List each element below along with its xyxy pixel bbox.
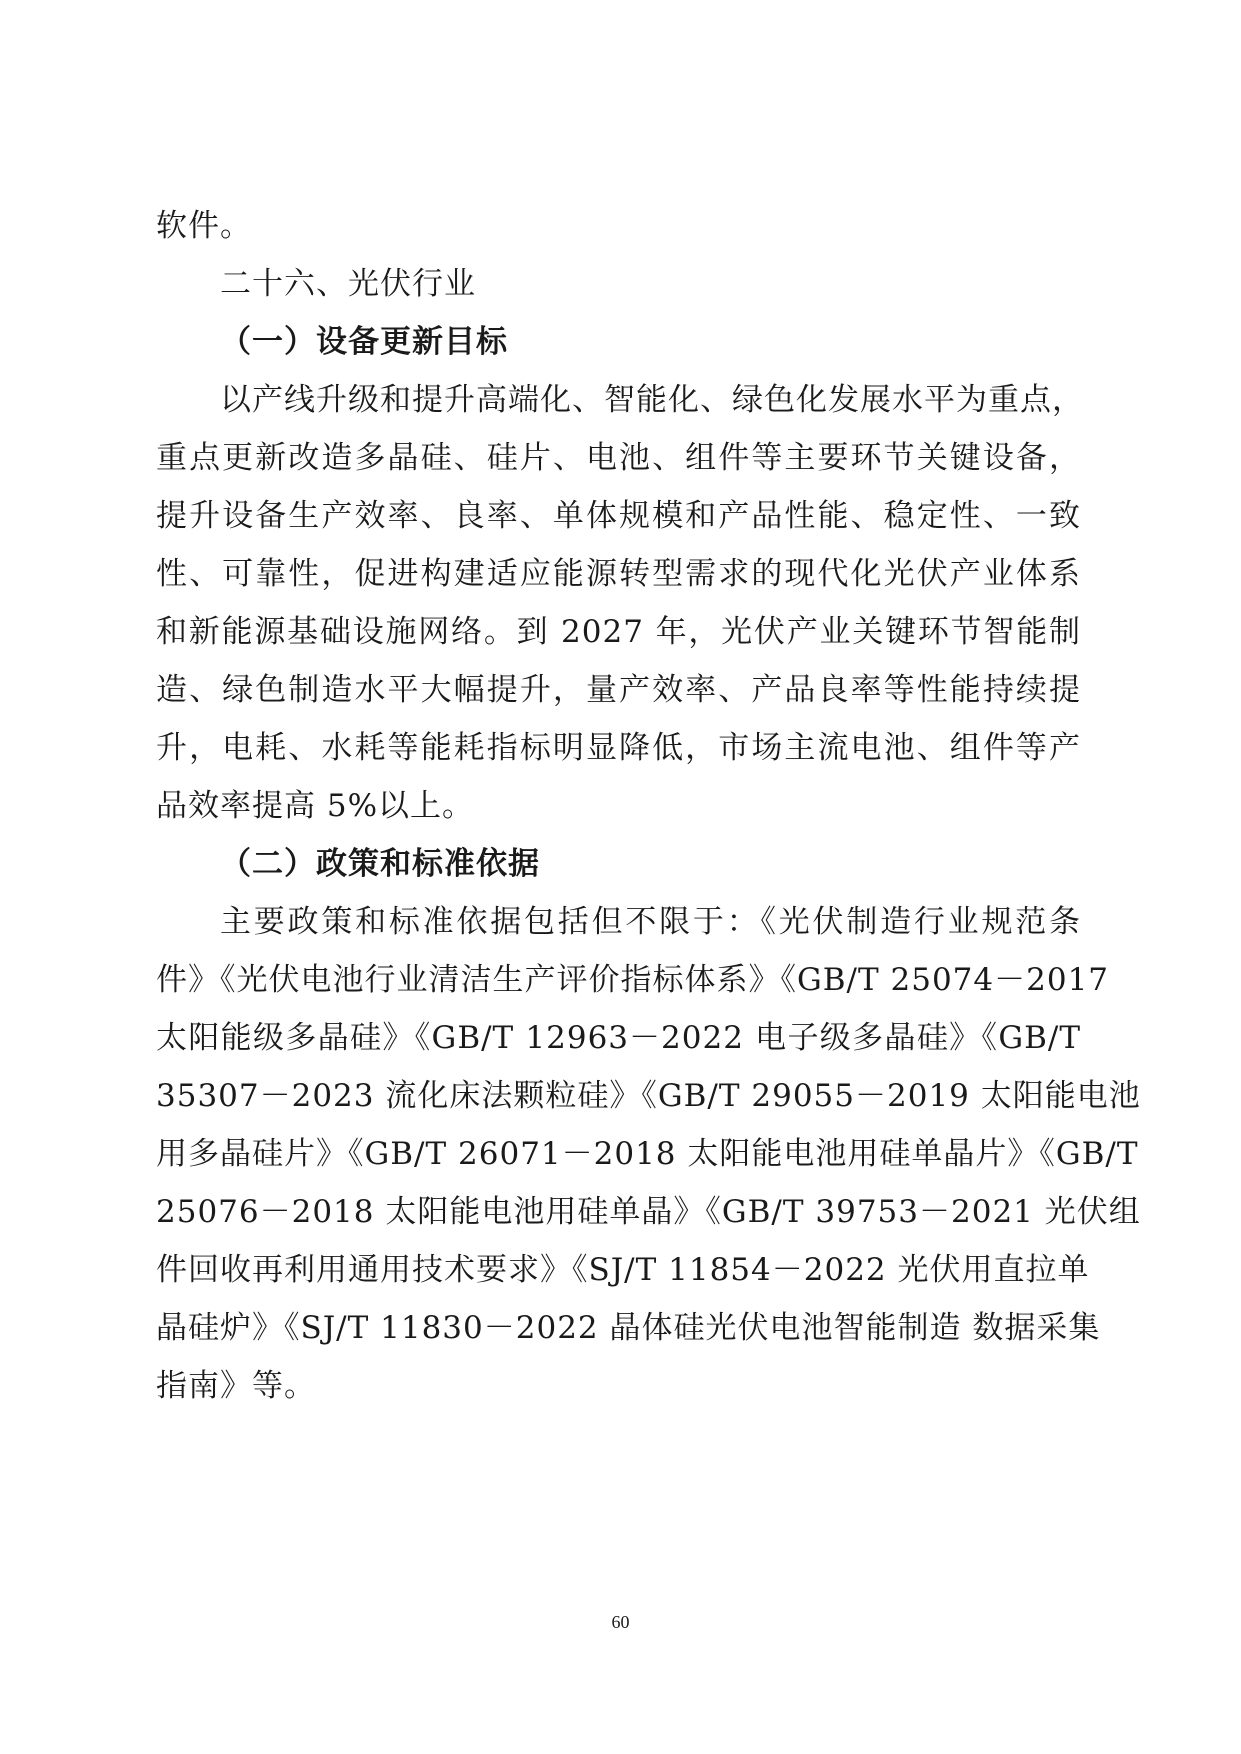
paragraph-line: 晶硅炉》《SJ/T 11830－2022 晶体硅光伏电池智能制造 数据采集: [156, 1310, 1101, 1346]
paragraph-line: 指南》等。: [156, 1368, 316, 1404]
paragraph-line: 件回收再利用通用技术要求》《SJ/T 11854－2022 光伏用直拉单: [156, 1252, 1090, 1288]
paragraph-line: 性、可靠性，促进构建适应能源转型需求的现代化光伏产业体系: [156, 556, 1081, 592]
subsection-heading-policy-standards: （二）政策和标准依据: [220, 846, 540, 882]
paragraph-line: 提升设备生产效率、良率、单体规模和产品性能、稳定性、一致: [156, 498, 1081, 534]
page-number: 60: [611, 1612, 630, 1632]
paragraph-line: 35307－2023 流化床法颗粒硅》《GB/T 29055－2019 太阳能电池: [156, 1078, 1141, 1114]
subsection-heading-equipment-goals: （一）设备更新目标: [220, 324, 508, 360]
paragraph-line: 太阳能级多晶硅》《GB/T 12963－2022 电子级多晶硅》《GB/T: [156, 1020, 1081, 1056]
paragraph-line: 造、绿色制造水平大幅提升，量产效率、产品良率等性能持续提: [156, 672, 1081, 708]
paragraph-line: 主要政策和标准依据包括但不限于：《光伏制造行业规范条: [220, 904, 1081, 940]
paragraph-line: 升，电耗、水耗等能耗指标明显降低，市场主流电池、组件等产: [156, 730, 1081, 766]
paragraph-line: 用多晶硅片》《GB/T 26071－2018 太阳能电池用硅单晶片》《GB/T: [156, 1136, 1139, 1172]
paragraph-line: 重点更新改造多晶硅、硅片、电池、组件等主要环节关键设备，: [156, 440, 1081, 476]
paragraph-line: 25076－2018 太阳能电池用硅单晶》《GB/T 39753－2021 光伏组: [156, 1194, 1141, 1230]
section-heading: 二十六、光伏行业: [220, 266, 476, 302]
paragraph-line: 和新能源基础设施网络。到 2027 年，光伏产业关键环节智能制: [156, 614, 1081, 650]
paragraph-line: 品效率提高 5%以上。: [156, 788, 475, 824]
paragraph-line: 以产线升级和提升高端化、智能化、绿色化发展水平为重点，: [220, 382, 1084, 418]
paragraph-continuation: 软件。: [156, 208, 252, 244]
paragraph-line: 件》《光伏电池行业清洁生产评价指标体系》《GB/T 25074－2017: [156, 962, 1110, 998]
